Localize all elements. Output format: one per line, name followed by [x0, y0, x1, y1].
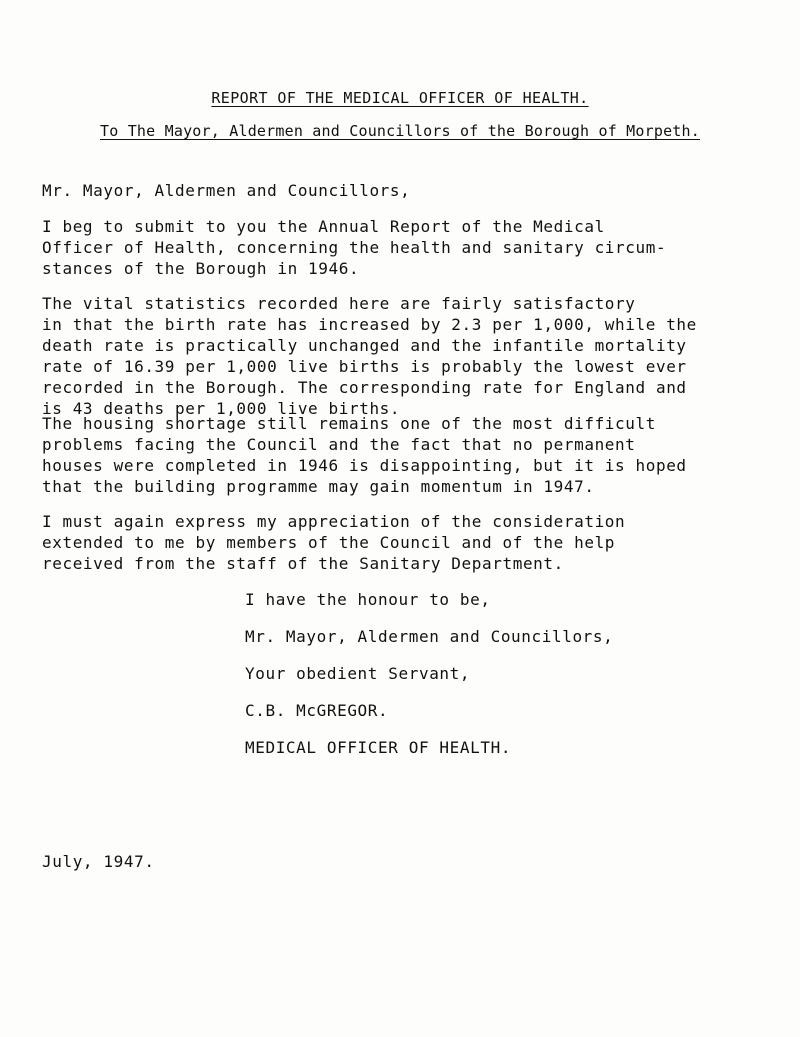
closing-line-honour: I have the honour to be,	[245, 590, 491, 609]
paragraph-intro: I beg to submit to you the Annual Report of the Medical Officer of Health, concerning the health and sanitary circum- stances of the Borough in 1946.	[42, 217, 667, 278]
signature-position: MEDICAL OFFICER OF HEALTH.	[245, 738, 512, 757]
report-title	[0, 89, 800, 107]
addressee-line	[0, 122, 800, 140]
paragraph-appreciation: I must again express my appreciation of the consideration extended to me by members of the Council and of the help received from the staff of the Sanitary Department.	[42, 512, 626, 573]
paragraph-housing: The housing shortage still remains one of the most difficult problems facing the Council and the fact that no permanent houses were completed in 1946 is disappointing, but it is hoped that the building programme may gain momentum in 1947.	[42, 414, 687, 496]
paragraph-vital-statistics: The vital statistics recorded here are fairly satisfactory in that the birth rate has increased by 2.3 per 1,000, while the death rate is practically unchanged and the infantile mortality rate of 16.39 per 1,000 live births is probably the lowest ever recorded in the Borough. The corresponding rate for England and is 43 deaths per 1,000 live births.	[42, 294, 697, 418]
addressee-text: To The Mayor, Aldermen and Councillors of the Borough of Morpeth.	[100, 122, 700, 140]
document-date: July, 1947.	[42, 852, 155, 871]
signature-name: C.B. McGREGOR.	[245, 701, 389, 720]
closing-line-address: Mr. Mayor, Aldermen and Councillors,	[245, 627, 614, 646]
report-title-text: REPORT OF THE MEDICAL OFFICER OF HEALTH.	[211, 89, 589, 107]
closing-line-servant: Your obedient Servant,	[245, 664, 471, 683]
salutation: Mr. Mayor, Aldermen and Councillors,	[42, 181, 411, 200]
